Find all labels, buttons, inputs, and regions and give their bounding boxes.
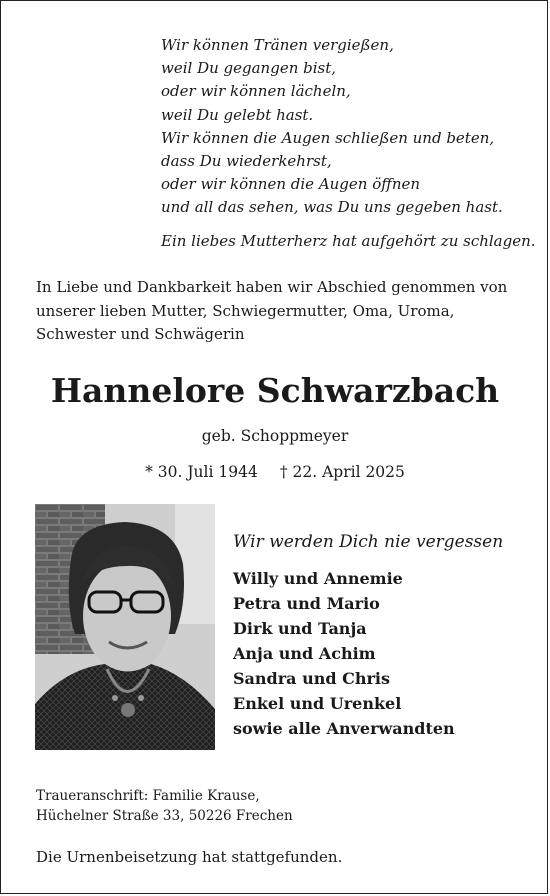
mourner-name: Petra und Mario: [233, 594, 380, 613]
poem-closing-line: Ein liebes Mutterherz hat aufgehört zu schlagen.: [161, 231, 536, 250]
mourner-name: sowie alle Anverwandten: [233, 719, 455, 738]
maiden-name: geb. Schoppmeyer: [201, 427, 349, 445]
mourners-block: [233, 530, 533, 741]
mourner-name: Sandra und Chris: [233, 669, 391, 688]
poem-line: oder wir können lächeln,: [161, 82, 351, 101]
poem-line: oder wir können die Augen öffnen: [161, 175, 421, 194]
address-line: Hüchelner Straße 33, 50226 Frechen: [36, 808, 293, 824]
deceased-name: Hannelore Schwarzbach: [50, 371, 500, 410]
poem-line: weil Du gegangen bist,: [161, 59, 337, 78]
mourner-name: Willy und Annemie: [233, 569, 403, 588]
poem-line: Wir können Tränen vergießen,: [161, 36, 394, 54]
birth-date: * 30. Juli 1944: [145, 463, 258, 481]
mourner-name: Enkel und Urenkel: [233, 694, 402, 713]
poem-line: Wir können die Augen schließen und beten,: [161, 128, 495, 147]
memorial-poem: [161, 34, 536, 253]
life-dates: [1, 461, 549, 483]
death-date: † 22. April 2025: [279, 463, 405, 481]
portrait-image: [35, 504, 215, 750]
mourning-address: [36, 786, 436, 826]
poem-line: und all das sehen, was Du uns gegeben hast.: [161, 198, 503, 217]
mourners-tagline: Wir werden Dich nie vergessen: [233, 532, 504, 552]
intro-text: In Liebe und Dankbarkeit haben wir Abschied genommen von unserer lieben Mutter, Schwiegermutter, Oma, Uroma, Schwester und Schwägerin: [36, 278, 508, 343]
mourner-name: Dirk und Tanja: [233, 619, 367, 638]
poem-line: weil Du gelebt hast.: [161, 105, 314, 124]
burial-notice: Die Urnenbeisetzung hat stattgefunden.: [36, 848, 343, 866]
address-line: Traueranschrift: Familie Krause,: [36, 788, 260, 804]
portrait-photo: [35, 504, 215, 750]
poem-line: dass Du wiederkehrst,: [161, 152, 332, 171]
mourner-name: Anja und Achim: [233, 644, 376, 663]
